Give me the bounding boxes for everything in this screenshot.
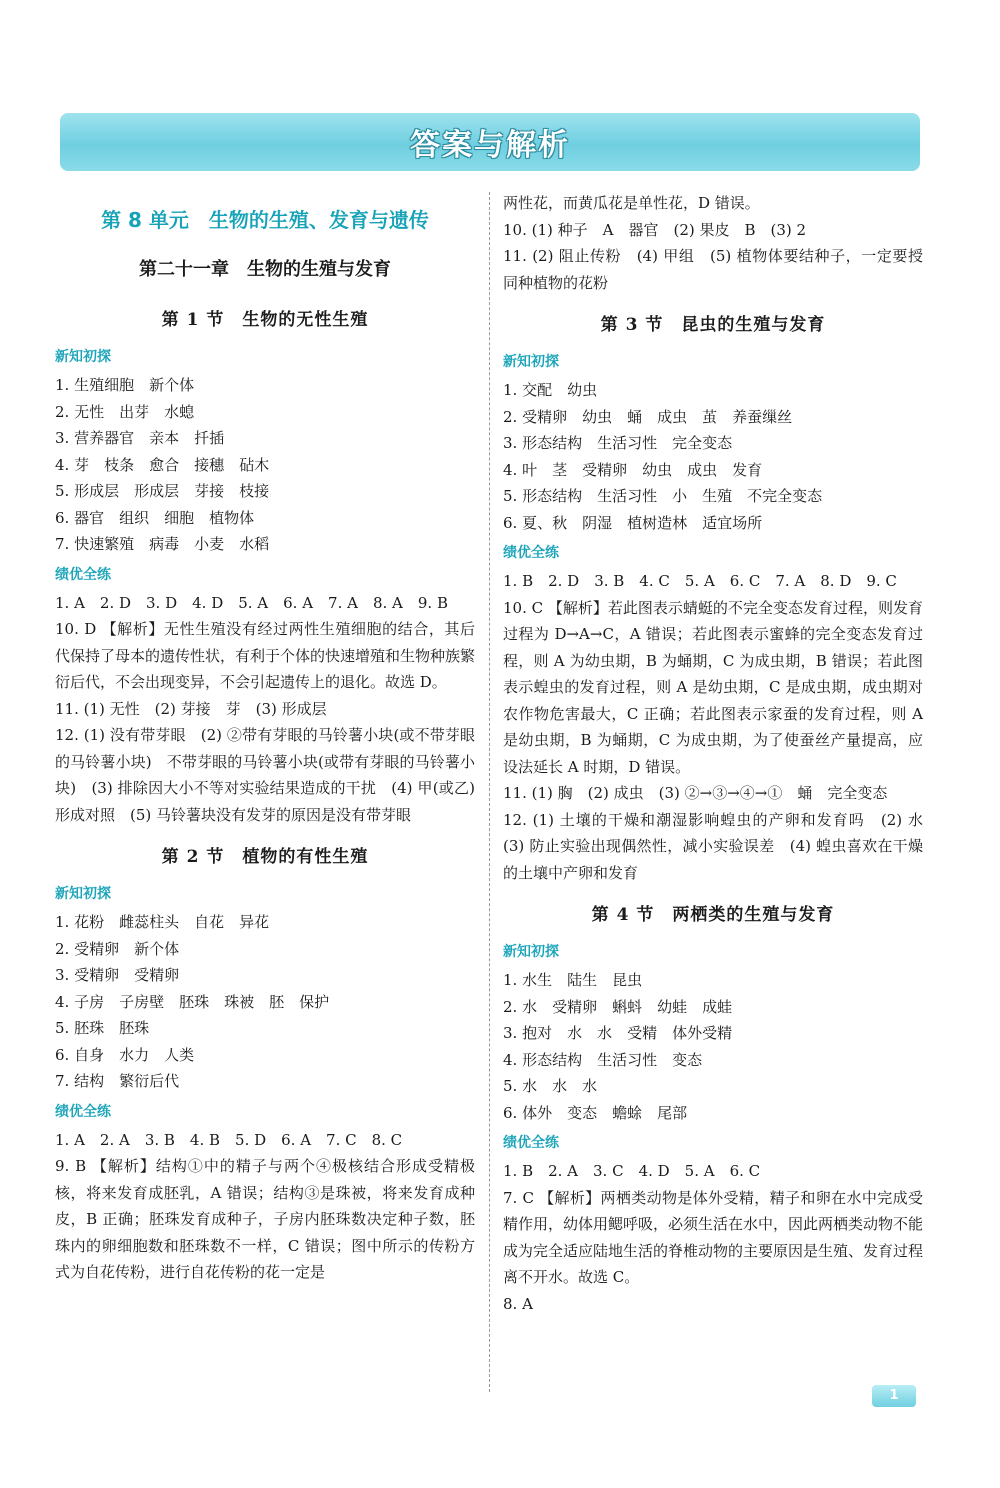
subheading: 绩优全练 bbox=[55, 1103, 111, 1120]
answer-line: 1. 花粉 雌蕊柱头 自花 异花 bbox=[55, 913, 270, 931]
banner-title: 答案与解析 bbox=[410, 128, 570, 163]
answer-line: 7. 结构 繁衍后代 bbox=[55, 1072, 180, 1090]
answer-block: 两性花，而黄瓜花是单性花，D 错误。 bbox=[503, 194, 760, 212]
answer-line: 3. 抱对 水 水 受精 体外受精 bbox=[503, 1024, 733, 1042]
answer-line: 6. 器官 组织 细胞 植物体 bbox=[55, 508, 255, 527]
left-column bbox=[55, 190, 491, 1286]
answer-line: 5. 形态结构 生活习性 小 生殖 不完全变态 bbox=[503, 487, 823, 505]
answer-line: 2. 水 受精卵 蝌蚪 幼蛙 成蛙 bbox=[503, 997, 733, 1016]
unit-title: 第 8 单元 生物的生殖、发育与遗传 bbox=[101, 208, 429, 232]
subheading: 绩优全练 bbox=[55, 566, 111, 583]
section-title-4: 第 4 节 两栖类的生殖与发育 bbox=[591, 905, 835, 925]
answer-line: 5. 胚珠 胚珠 bbox=[55, 1019, 150, 1037]
subheading: 新知初探 bbox=[503, 944, 559, 960]
answer-block: 7. C 【解析】两栖类动物是体外受精，精子和卵在水中完成受精作用，幼体用鳃呼吸，必须生活在水中，因此两栖类动物不能成为完全适应陆地生活的脊椎动物的主要原因是生殖、发育过程离不开水。故选 C。 bbox=[503, 1188, 924, 1286]
page-number-badge: 1 bbox=[872, 1385, 916, 1407]
answer-line: 4. 形态结构 生活习性 变态 bbox=[503, 1050, 703, 1069]
answer-line: 3. 营养器官 亲本 扦插 bbox=[55, 429, 225, 447]
answer-line: 2. 受精卵 新个体 bbox=[55, 939, 180, 958]
subheading: 绩优全练 bbox=[503, 1135, 559, 1151]
answer-block: 11. (2) 阻止传粉 (4) 甲组 (5) 植物体要结种子，一定要授同种植物的花粉 bbox=[503, 247, 923, 292]
answer-line: 1. B 2. D 3. B 4. C 5. A 6. C 7. A 8. D 9. C bbox=[503, 572, 897, 590]
answer-line: 2. 受精卵 幼虫 蛹 成虫 茧 养蚕缫丝 bbox=[503, 407, 793, 426]
answer-line: 6. 自身 水力 人类 bbox=[55, 1045, 195, 1064]
answer-block: 12. (1) 土壤的干燥和潮湿影响蝗虫的产卵和发育吗 (2) 水 (3) 防止实验出现偶然性，减小实验误差 (4) 蝗虫喜欢在干燥的土壤中产卵和发育 bbox=[503, 810, 939, 882]
answer-line: 1. 水生 陆生 昆虫 bbox=[503, 971, 643, 989]
answers-banner bbox=[60, 113, 920, 171]
answer-line: 2. 无性 出芽 水螅 bbox=[55, 402, 195, 421]
answer-line: 3. 形态结构 生活习性 完全变态 bbox=[503, 434, 733, 452]
right-column bbox=[503, 190, 939, 1317]
answer-line: 4. 子房 子房壁 胚珠 珠被 胚 保护 bbox=[55, 992, 330, 1011]
subheading: 绩优全练 bbox=[503, 545, 559, 561]
answer-block: 10. C 【解析】若此图表示蜻蜓的不完全变态发育过程，则发育过程为 D→A→C，A 错误；若此图表示蜜蜂的完全变态发育过程，则 A 为幼虫期，B 为蛹期，C 为成虫期，B 错误；若此图表示蝗虫的发育过程，则 A 是幼虫期，C 是成虫期，成虫期对农作物危害最大，C 正确；若此图表示家蚕的发育过程，则 A 是幼虫期，B 为蛹期，C 为成虫期，为了使蚕丝产量提高，应设法延长 A 时期，D 错误。 bbox=[503, 598, 923, 776]
section-title-2: 第 2 节 植物的有性生殖 bbox=[161, 847, 369, 867]
answer-line: 5. 形成层 形成层 芽接 枝接 bbox=[55, 482, 270, 500]
subheading: 新知初探 bbox=[503, 354, 559, 370]
answer-line: 10. (1) 种子 A 器官 (2) 果皮 B (3) 2 bbox=[503, 220, 807, 239]
answer-line: 1. 生殖细胞 新个体 bbox=[55, 376, 195, 394]
answer-block: 11. (1) 胸 (2) 成虫 (3) ②→③→④→① 蛹 完全变态 bbox=[503, 784, 888, 802]
answer-line: 1. A 2. D 3. D 4. D 5. A 6. A 7. A 8. A 9. B bbox=[55, 593, 448, 612]
answer-block: 10. D 【解析】无性生殖没有经过两性生殖细胞的结合，其后代保持了母本的遗传性状，有利于个体的快速增殖和生物种族繁衍后代，不会出现变异，不会引起遗传上的退化。故选 D。 bbox=[55, 620, 476, 691]
answer-line: 11. (1) 无性 (2) 芽接 芽 (3) 形成层 bbox=[55, 699, 327, 718]
answer-line: 4. 叶 茎 受精卵 幼虫 成虫 发育 bbox=[503, 460, 763, 479]
answer-line: 8. A bbox=[503, 1294, 533, 1313]
section-title-3: 第 3 节 昆虫的生殖与发育 bbox=[600, 315, 826, 335]
answer-line: 1. B 2. A 3. C 4. D 5. A 6. C bbox=[503, 1162, 761, 1180]
answer-line: 5. 水 水 水 bbox=[503, 1077, 598, 1095]
answer-line: 4. 芽 枝条 愈合 接穗 砧木 bbox=[55, 455, 270, 474]
answer-line: 3. 受精卵 受精卵 bbox=[55, 966, 180, 984]
subheading: 新知初探 bbox=[55, 349, 111, 365]
answer-line: 6. 体外 变态 蟾蜍 尾部 bbox=[503, 1103, 688, 1122]
answer-line: 7. 快速繁殖 病毒 小麦 水稻 bbox=[55, 535, 270, 553]
section-title-1: 第 1 节 生物的无性生殖 bbox=[161, 310, 369, 330]
answer-line: 1. A 2. A 3. B 4. B 5. D 6. A 7. C 8. C bbox=[55, 1130, 403, 1149]
answer-line: 6. 夏、秋 阴湿 植树造林 适宜场所 bbox=[503, 513, 763, 532]
answer-block: 9. B 【解析】结构①中的精子与两个④极核结合形成受精极核，将来发育成胚乳，A 错误；结构③是珠被，将来发育成种皮，B 正确；胚珠发育成种子，子房内胚珠数决定种子数，胚珠内的卵细胞数和胚珠数不一样，C 错误；图中所示的传粉方式为自花传粉，进行自花传粉的花一定是 bbox=[55, 1157, 475, 1281]
chapter-title: 第二十一章 生物的生殖与发育 bbox=[139, 259, 391, 280]
answer-line: 1. 交配 幼虫 bbox=[503, 381, 598, 399]
answer-block: 12. (1) 没有带芽眼 (2) ②带有芽眼的马铃薯小块(或不带芽眼的马铃薯小块) 不带芽眼的马铃薯小块(或带有芽眼的马铃薯小块) (3) 排除因大小不等对实验结果造成的干扰 (4) 甲(或乙) 形成对照 (5) 马铃薯块没有发芽的原因是没有带芽眼 bbox=[55, 726, 491, 824]
subheading: 新知初探 bbox=[55, 886, 111, 902]
